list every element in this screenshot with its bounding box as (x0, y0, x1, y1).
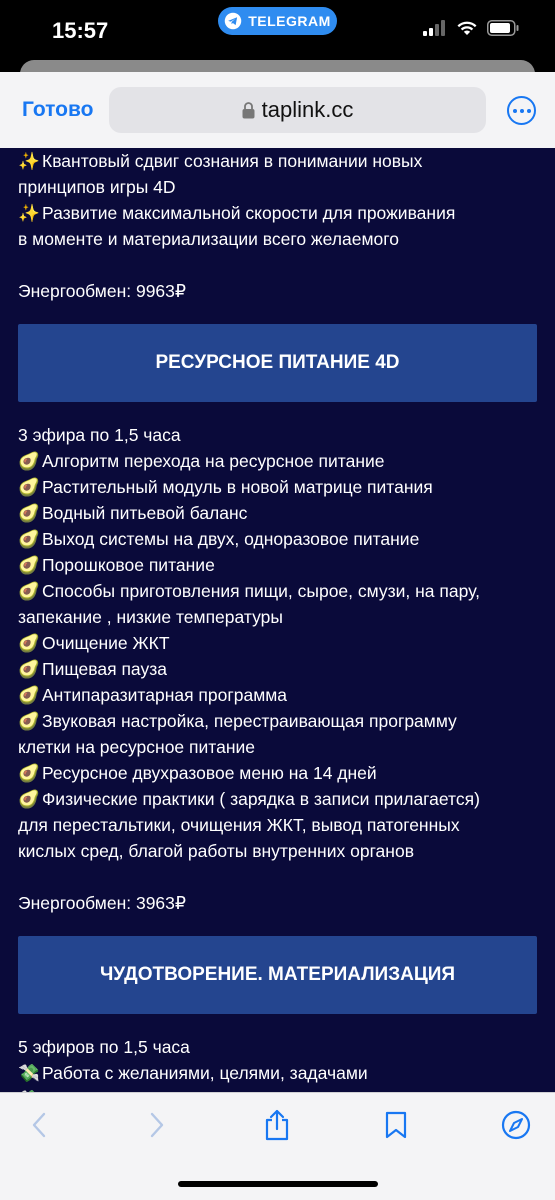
more-options-button[interactable] (507, 96, 536, 125)
telegram-label: TELEGRAM (248, 13, 331, 29)
list-item-line (18, 708, 537, 734)
avocado-icon: 🥑 (18, 685, 40, 705)
resource-nutrition-button[interactable]: РЕСУРСНОЕ ПИТАНИЕ 4D (18, 324, 537, 402)
list-item-text: в моменте и материализации всего желаемого (18, 229, 399, 249)
avocado-icon: 🥑 (18, 763, 40, 783)
telegram-icon (224, 12, 242, 30)
done-button[interactable]: Готово (22, 98, 94, 121)
browser-nav-bar (0, 72, 555, 148)
miracle-materialization-button[interactable]: ЧУДОТВОРЕНИЕ. МАТЕРИАЛИЗАЦИЯ (18, 936, 537, 1014)
list-item-line (18, 200, 537, 226)
list-item-line (18, 656, 537, 682)
sparkles-icon: ✨ (18, 151, 40, 171)
forward-button[interactable] (141, 1109, 173, 1141)
avocado-icon: 🥑 (18, 529, 40, 549)
money-icon: 💸 (18, 1063, 40, 1083)
signal-icon (423, 20, 447, 36)
list-item-text: Алгоритм перехода на ресурсное питание (42, 451, 385, 471)
list-item-line (18, 448, 537, 474)
price-text: Энергообмен: 3963₽ (18, 893, 187, 913)
list-item-text: принципов игры 4D (18, 177, 176, 197)
list-item-line (18, 786, 537, 812)
spacer (18, 864, 537, 890)
page-content[interactable] (0, 148, 555, 1092)
list-item-line (18, 682, 537, 708)
browser-toolbar (0, 1092, 555, 1200)
list-item-text: Квантовый сдвиг сознания в понимании новых (42, 151, 423, 171)
avocado-icon: 🥑 (18, 581, 40, 601)
list-item-text: Развитие максимальной скорости для проживания (42, 203, 456, 223)
avocado-icon: 🥑 (18, 503, 40, 523)
battery-icon (487, 20, 519, 36)
avocado-icon: 🥑 (18, 451, 40, 471)
safari-button[interactable] (500, 1109, 532, 1141)
avocado-icon: 🥑 (18, 659, 40, 679)
wifi-icon (456, 20, 478, 36)
compass-icon (501, 1110, 531, 1140)
list-item-line (18, 500, 537, 526)
list-item-text: клетки на ресурсное питание (18, 737, 256, 757)
list-item-text: Водный питьевой баланс (42, 503, 248, 523)
system-icons (423, 20, 519, 36)
list-item-line (18, 604, 537, 630)
back-button[interactable] (23, 1109, 55, 1141)
list-item-line (18, 734, 537, 760)
list-item-line (18, 578, 537, 604)
avocado-icon: 🥑 (18, 789, 40, 809)
list-item-line (18, 1060, 537, 1086)
list-item-text: Антипаразитарная программа (42, 685, 288, 705)
list-item-text: Пищевая пауза (42, 659, 167, 679)
list-item-line (18, 552, 537, 578)
list-item-line (18, 760, 537, 786)
list-item-text: Растительный модуль в новой матрице питания (42, 477, 433, 497)
list-item-text: Физические практики ( зарядка в записи прилагается) (42, 789, 480, 809)
section-intro: 5 эфиров по 1,5 часа (18, 1037, 190, 1057)
list-item-text: Звуковая настройка, перестраивающая программу (42, 711, 457, 731)
avocado-icon: 🥑 (18, 555, 40, 575)
list-item-line (18, 226, 537, 252)
price-text: Энергообмен: 9963₽ (18, 281, 187, 301)
list-item-line (18, 474, 537, 500)
list-item-line (18, 812, 537, 838)
list-item-line (18, 838, 537, 864)
share-button[interactable] (261, 1109, 293, 1141)
list-item-text: запекание , низкие температуры (18, 607, 283, 627)
back-icon (31, 1112, 47, 1138)
avocado-icon: 🥑 (18, 477, 40, 497)
list-item-text: кислых сред, благой работы внутренних органов (18, 841, 414, 861)
bookmarks-button[interactable] (380, 1109, 412, 1141)
sparkles-icon: ✨ (18, 203, 40, 223)
list-item-text: Очищение ЖКТ (42, 633, 170, 653)
section-intro: 3 эфира по 1,5 часа (18, 425, 181, 445)
home-indicator (178, 1181, 378, 1187)
url-text: taplink.cc (261, 97, 354, 122)
list-item-text: для перестальтики, очищения ЖКТ, вывод патогенных (18, 815, 460, 835)
spacer (18, 252, 537, 278)
list-item-line (18, 174, 537, 200)
list-item-line (18, 526, 537, 552)
status-bar (0, 0, 555, 64)
more-dot-icon (520, 109, 524, 113)
status-time: 15:57 (52, 18, 109, 43)
more-dot-icon (527, 109, 531, 113)
more-dot-icon (513, 109, 517, 113)
list-item-text: Порошковое питание (42, 555, 215, 575)
list-item-line (18, 148, 537, 174)
list-item-line (18, 630, 537, 656)
page-content-inner (0, 148, 555, 1112)
telegram-return-button[interactable] (218, 7, 337, 35)
avocado-icon: 🥑 (18, 633, 40, 653)
browser-sheet (0, 72, 555, 1200)
share-icon (264, 1109, 290, 1141)
list-item-text: Способы приготовления пищи, сырое, смузи, на пару, (42, 581, 481, 601)
avocado-icon: 🥑 (18, 711, 40, 731)
list-item-text: Работа с желаниями, целями, задачами (42, 1063, 368, 1083)
bookmarks-icon (384, 1110, 408, 1140)
address-bar[interactable] (109, 87, 486, 133)
lock-icon (242, 102, 255, 119)
forward-icon (149, 1112, 165, 1138)
list-item-text: Ресурсное двухразовое меню на 14 дней (42, 763, 377, 783)
list-item-text: Выход системы на двух, одноразовое питание (42, 529, 420, 549)
